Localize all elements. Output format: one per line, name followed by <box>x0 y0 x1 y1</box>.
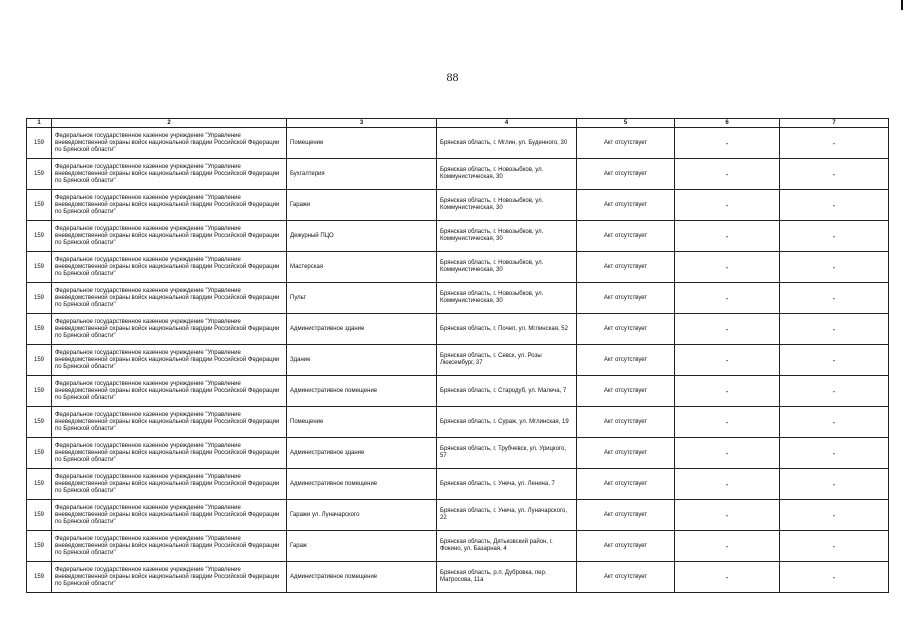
address-cell: Брянская область, г. Новозыбков, ул. Коммунистическая, 30 <box>437 159 577 190</box>
column-7-cell: - <box>780 345 889 376</box>
table-row <box>27 407 889 438</box>
act-status-cell: Акт отсутствует <box>577 221 675 252</box>
column-7-cell: - <box>780 438 889 469</box>
address-cell: Брянская область, Дятьковский район, г. Фокино, ул. Базарная, 4 <box>437 531 577 562</box>
object-name-cell: Здание <box>287 345 437 376</box>
table-row <box>27 159 889 190</box>
row-number: 159 <box>27 159 52 190</box>
act-status-cell: Акт отсутствует <box>577 376 675 407</box>
organization-cell: Федеральное государственное казенное учреждение "Управление вневедомственной охраны войск национальной гвардии Российской Федерации по Брянской области" <box>52 531 287 562</box>
address-cell: Брянская область, г. Новозыбков, ул. Коммунистическая, 30 <box>437 221 577 252</box>
column-7-cell: - <box>780 407 889 438</box>
column-6-cell: - <box>675 221 780 252</box>
table-row <box>27 345 889 376</box>
act-status-cell: Акт отсутствует <box>577 159 675 190</box>
column-7-cell: - <box>780 128 889 159</box>
column-header: 6 <box>675 119 780 128</box>
act-status-cell: Акт отсутствует <box>577 562 675 593</box>
row-number: 159 <box>27 469 52 500</box>
row-number: 159 <box>27 252 52 283</box>
column-6-cell: - <box>675 128 780 159</box>
object-name-cell: Административное помещение <box>287 562 437 593</box>
organization-cell: Федеральное государственное казенное учреждение "Управление вневедомственной охраны войск национальной гвардии Российской Федерации по Брянской области" <box>52 159 287 190</box>
column-6-cell: - <box>675 190 780 221</box>
address-cell: Брянская область, г. Новозыбков, ул. Коммунистическая, 30 <box>437 283 577 314</box>
address-cell: Брянская область, г. Почеп, ул. Мглинская, 52 <box>437 314 577 345</box>
organization-cell: Федеральное государственное казенное учреждение "Управление вневедомственной охраны войск национальной гвардии Российской Федерации по Брянской области" <box>52 376 287 407</box>
column-6-cell: - <box>675 407 780 438</box>
column-6-cell: - <box>675 314 780 345</box>
table-row <box>27 376 889 407</box>
address-cell: Брянская область, г. Стародуб, ул. Малеча, 7 <box>437 376 577 407</box>
column-7-cell: - <box>780 190 889 221</box>
act-status-cell: Акт отсутствует <box>577 531 675 562</box>
row-number: 159 <box>27 500 52 531</box>
organization-cell: Федеральное государственное казенное учреждение "Управление вневедомственной охраны войск национальной гвардии Российской Федерации по Брянской области" <box>52 438 287 469</box>
row-number: 159 <box>27 531 52 562</box>
row-number: 159 <box>27 438 52 469</box>
row-number: 159 <box>27 314 52 345</box>
table-row <box>27 500 889 531</box>
object-name-cell: Гаражи <box>287 190 437 221</box>
object-name-cell: Мастерская <box>287 252 437 283</box>
table-row <box>27 314 889 345</box>
object-name-cell: Гаражи ул. Луначарского <box>287 500 437 531</box>
column-6-cell: - <box>675 376 780 407</box>
object-name-cell: Административное здание <box>287 438 437 469</box>
column-header: 2 <box>52 119 287 128</box>
column-6-cell: - <box>675 469 780 500</box>
address-cell: Брянская область, г. Новозыбков, ул. Коммунистическая, 30 <box>437 190 577 221</box>
act-status-cell: Акт отсутствует <box>577 252 675 283</box>
header-row <box>27 119 889 128</box>
row-number: 159 <box>27 407 52 438</box>
organization-cell: Федеральное государственное казенное учреждение "Управление вневедомственной охраны войск национальной гвардии Российской Федерации по Брянской области" <box>52 190 287 221</box>
act-status-cell: Акт отсутствует <box>577 283 675 314</box>
column-7-cell: - <box>780 283 889 314</box>
row-number: 159 <box>27 283 52 314</box>
address-cell: Брянская область, г. Унеча, ул. Ленина, 7 <box>437 469 577 500</box>
object-name-cell: Административное здание <box>287 314 437 345</box>
column-7-cell: - <box>780 500 889 531</box>
address-cell: Брянская область, г. Сураж, ул. Мглинская, 19 <box>437 407 577 438</box>
row-number: 159 <box>27 345 52 376</box>
act-status-cell: Акт отсутствует <box>577 469 675 500</box>
organization-cell: Федеральное государственное казенное учреждение "Управление вневедомственной охраны войск национальной гвардии Российской Федерации по Брянской области" <box>52 500 287 531</box>
organization-cell: Федеральное государственное казенное учреждение "Управление вневедомственной охраны войск национальной гвардии Российской Федерации по Брянской области" <box>52 221 287 252</box>
act-status-cell: Акт отсутствует <box>577 190 675 221</box>
column-7-cell: - <box>780 252 889 283</box>
column-6-cell: - <box>675 159 780 190</box>
organization-cell: Федеральное государственное казенное учреждение "Управление вневедомственной охраны войск национальной гвардии Российской Федерации по Брянской области" <box>52 128 287 159</box>
row-number: 159 <box>27 562 52 593</box>
address-cell: Брянская область, г. Трубчевск, ул. Урицкого, 57 <box>437 438 577 469</box>
column-7-cell: - <box>780 531 889 562</box>
row-number: 159 <box>27 376 52 407</box>
object-name-cell: Бухгалтерия <box>287 159 437 190</box>
act-status-cell: Акт отсутствует <box>577 345 675 376</box>
organization-cell: Федеральное государственное казенное учреждение "Управление вневедомственной охраны войск национальной гвардии Российской Федерации по Брянской области" <box>52 252 287 283</box>
organization-cell: Федеральное государственное казенное учреждение "Управление вневедомственной охраны войск национальной гвардии Российской Федерации по Брянской области" <box>52 562 287 593</box>
table-row <box>27 221 889 252</box>
column-6-cell: - <box>675 500 780 531</box>
object-name-cell: Административное помещение <box>287 469 437 500</box>
table-row <box>27 438 889 469</box>
column-7-cell: - <box>780 376 889 407</box>
table-row <box>27 469 889 500</box>
organization-cell: Федеральное государственное казенное учреждение "Управление вневедомственной охраны войск национальной гвардии Российской Федерации по Брянской области" <box>52 314 287 345</box>
page-number: 88 <box>446 70 459 84</box>
organization-cell: Федеральное государственное казенное учреждение "Управление вневедомственной охраны войск национальной гвардии Российской Федерации по Брянской области" <box>52 407 287 438</box>
address-cell: Брянская область, г. Унеча, ул. Луначарского, 22 <box>437 500 577 531</box>
column-6-cell: - <box>675 438 780 469</box>
organization-cell: Федеральное государственное казенное учреждение "Управление вневедомственной охраны войск национальной гвардии Российской Федерации по Брянской области" <box>52 469 287 500</box>
column-7-cell: - <box>780 562 889 593</box>
object-name-cell: Пульт <box>287 283 437 314</box>
column-header: 5 <box>577 119 675 128</box>
column-7-cell: - <box>780 221 889 252</box>
column-header: 1 <box>27 119 52 128</box>
object-name-cell: Административное помещение <box>287 376 437 407</box>
address-cell: Брянская область, г. Севск, ул. Розы Люксембург, 37 <box>437 345 577 376</box>
act-status-cell: Акт отсутствует <box>577 500 675 531</box>
address-cell: Брянская область, г. Новозыбков, ул. Коммунистическая, 30 <box>437 252 577 283</box>
table-row <box>27 283 889 314</box>
row-number: 159 <box>27 221 52 252</box>
column-6-cell: - <box>675 252 780 283</box>
column-6-cell: - <box>675 562 780 593</box>
table-row <box>27 252 889 283</box>
registry-table <box>26 118 889 593</box>
row-number: 159 <box>27 128 52 159</box>
act-status-cell: Акт отсутствует <box>577 128 675 159</box>
table-row <box>27 128 889 159</box>
column-7-cell: - <box>780 159 889 190</box>
object-name-cell: Помещение <box>287 128 437 159</box>
organization-cell: Федеральное государственное казенное учреждение "Управление вневедомственной охраны войск национальной гвардии Российской Федерации по Брянской области" <box>52 283 287 314</box>
column-6-cell: - <box>675 283 780 314</box>
column-7-cell: - <box>780 469 889 500</box>
object-name-cell: Дежурный ПЦО <box>287 221 437 252</box>
scan-edge-mark <box>901 0 903 10</box>
address-cell: Брянская область, г. Мглин, ул. Буденного, 30 <box>437 128 577 159</box>
organization-cell: Федеральное государственное казенное учреждение "Управление вневедомственной охраны войск национальной гвардии Российской Федерации по Брянской области" <box>52 345 287 376</box>
column-6-cell: - <box>675 345 780 376</box>
act-status-cell: Акт отсутствует <box>577 438 675 469</box>
table-row <box>27 531 889 562</box>
column-6-cell: - <box>675 531 780 562</box>
object-name-cell: Помещение <box>287 407 437 438</box>
act-status-cell: Акт отсутствует <box>577 407 675 438</box>
column-7-cell: - <box>780 314 889 345</box>
act-status-cell: Акт отсутствует <box>577 314 675 345</box>
column-header: 7 <box>780 119 889 128</box>
column-header: 4 <box>437 119 577 128</box>
address-cell: Брянская область, р.п. Дубровка, пер. Матросова, 11а <box>437 562 577 593</box>
column-header: 3 <box>287 119 437 128</box>
object-name-cell: Гараж <box>287 531 437 562</box>
table-row <box>27 190 889 221</box>
table-row <box>27 562 889 593</box>
row-number: 159 <box>27 190 52 221</box>
